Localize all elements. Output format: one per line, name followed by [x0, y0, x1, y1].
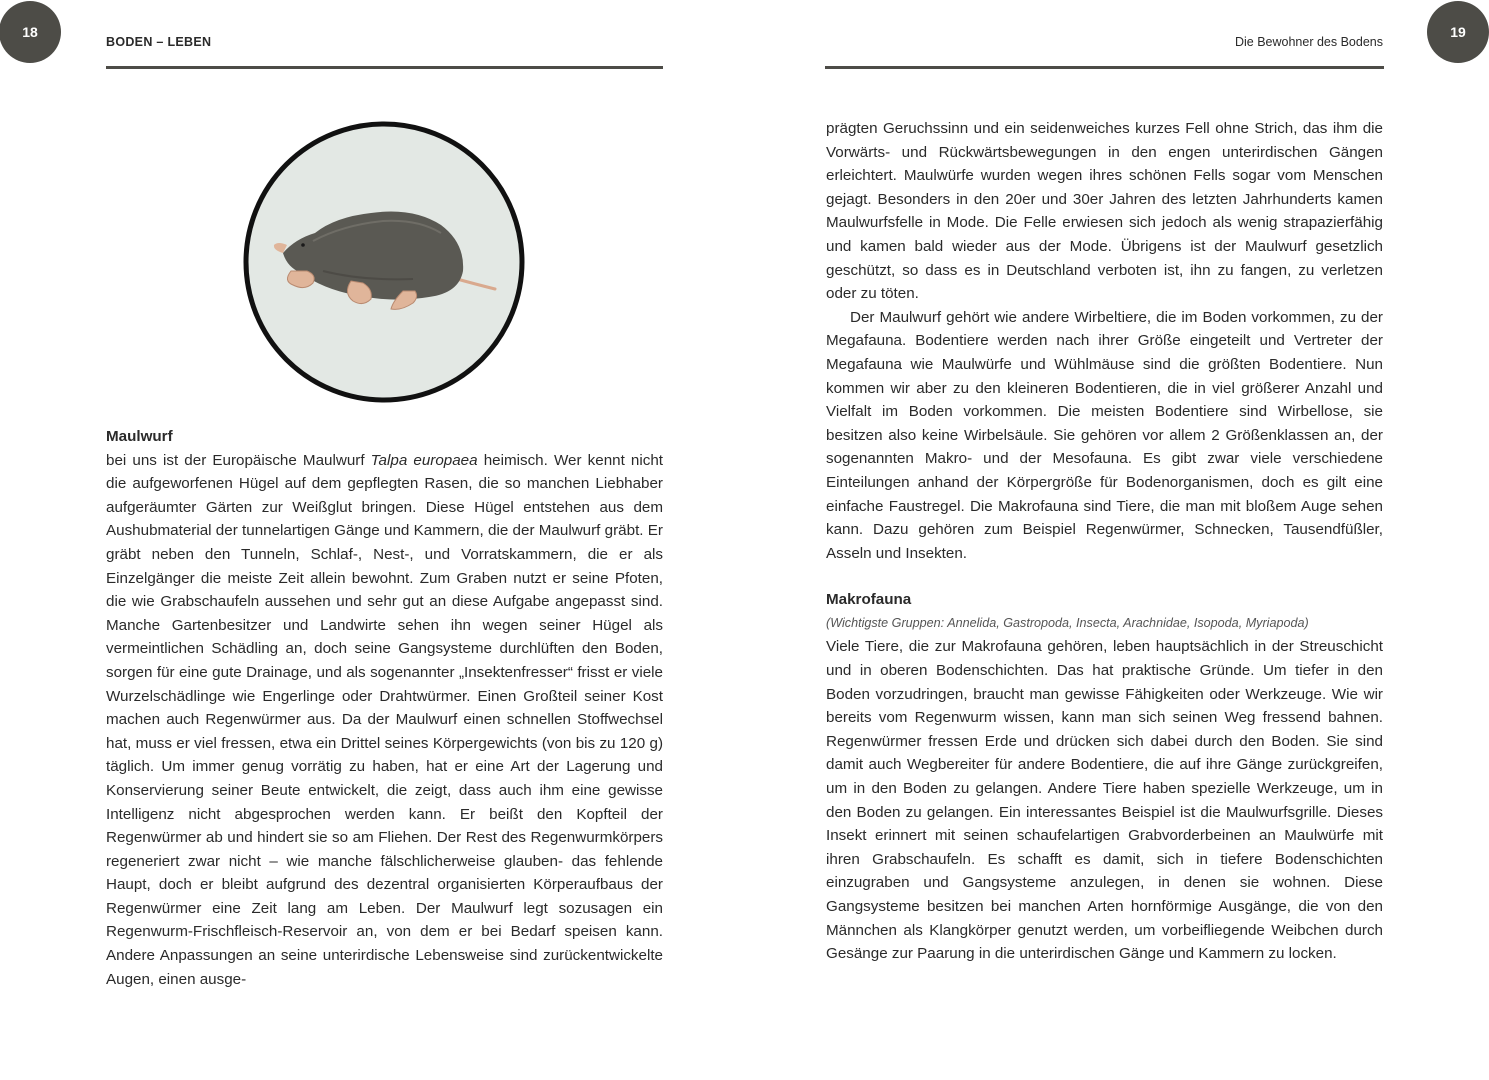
- heading-makrofauna: Makrofauna: [826, 591, 912, 609]
- header-rule-right: [825, 66, 1384, 69]
- page-number-left-text: 18: [22, 24, 38, 40]
- right-paragraph-3: Viele Tiere, die zur Makrofauna gehören, leben hauptsächlich in der Streuschicht und in oberen Bodenschichten. Das hat praktische Gründe. Um tiefer in den Boden vorzudringen, braucht man gewisse Fähigkeiten oder Werkzeuge. Wie wir bereits vom Regenwurm wissen, kann man sich seinen Weg fressend bahnen. Regenwürmer fressen Erde und drücken sich dabei durch den Boden. Sie sind damit auch Wegbereiter für andere Bodentiere, die auf ihre Gänge zurückgreifen, um in den Boden zu gelangen. Andere Tiere haben spezielle Werkzeuge, um in den Boden zu gelangen. Ein interessantes Beispiel ist die Maulwurfsgrille. Dieses Insekt erinnert mit seinen schaufelartigen Grabvorderbeinen an Maulwürfe mit ihren Grabschaufeln. Es schafft es damit, sich in tiefere Bodenschichten einzugraben und Gangsysteme anzulegen, in denen sie wohnen. Diese Gangsysteme besitzen bei manchen Arten hornförmige Ausgänge, die von den Männchen als Klangkörper genutzt werden, um vorbeifliegende Weibchen durch Gesänge zur Paarung in die unterirdischen Gänge und Kammern zu locken.: [826, 638, 1383, 963]
- right-paragraph-1: prägten Geruchssinn und ein seidenweiches kurzes Fell ohne Strich, das ihm die Vorwärts- und Rückwärtsbewegungen in den engen unterirdischen Gängen erleichtert. Maulwürfe wurden wegen ihres schönen Fells sogar vom Menschen gejagt. Besonders in den 20er und 30er Jahren des letzten Jahrhunderts kamen Maulwurfsfelle in Mode. Die Felle erwiesen sich jedoch als wenig strapazierfähig und kamen bald wieder aus der Mode. Übrigens ist der Maulwurf gesetzlich geschützt, so dass es in Deutschland verboten ist, ihn zu fangen, zu verletzen oder zu töten.: [826, 120, 1383, 303]
- running-head-right: Die Bewohner des Bodens: [1234, 35, 1383, 49]
- species-name: Talpa europaea: [370, 451, 478, 469]
- header-rule-left: [106, 66, 663, 69]
- mole-illustration: [243, 121, 525, 403]
- maulwurf-paragraph: [106, 449, 663, 992]
- left-column: [106, 425, 663, 991]
- right-column: [826, 117, 1383, 966]
- page-number-right: [1427, 1, 1489, 63]
- page-number-left: [0, 1, 61, 63]
- right-paragraph-2: Der Maulwurf gehört wie andere Wirbeltiere, die im Boden vorkommen, zu der Megafauna. Bodentiere werden nach ihrer Größe eingeteilt und Vertreter der Megafauna wie Maulwürfe und Wühlmäuse sind die größten Bodentiere. Nun kommen wir aber zu den kleineren Bodentieren, die in viel größerer Anzahl und Vielfalt im Boden vorkommen. Die meisten Bodentiere sind Wirbellose, sie besitzen also keine Wirbelsäule. Sie gehören vor allem 2 Größenklassen an, der sogenannten Makro- und der Mesofauna. Es gibt zwar viele verschiedene Einteilungen anhand der Körpergröße für Bodenorganismen, doch es gilt eine einfache Faustregel. Die Makrofauna sind Tiere, die man mit bloßem Auge sehen kann. Dazu gehören zum Beispiel Regenwürmer, Schnecken, Tausendfüßler, Asseln und Insekten.: [826, 308, 1383, 562]
- makrofauna-groups-note: (Wichtigste Gruppen: Annelida, Gastropoda, Insecta, Arachnidae, Isopoda, Myriapoda): [826, 615, 1309, 630]
- running-head-left: BODEN – LEBEN: [106, 35, 212, 49]
- heading-maulwurf: Maulwurf: [106, 428, 173, 445]
- maulwurf-text-rest: heimisch. Wer kennt nicht die aufgeworfenen Hügel auf dem gepflegten Rasen, die so manchen Liebhaber aufgeräumter Gärten zur Weißglut bringen. Diese Hügel entstehen aus dem Aushubmaterial der tunnelartigen Gänge und Kammern, die der Maulwurf gräbt. Er gräbt neben den Tunneln, Schlaf-, Nest-, und Vorratskammern, die er als Einzelgänger die meiste Zeit allein bewohnt. Zum Graben nutzt er seine Pfoten, die wie Grabschaufeln aussehen und sehr gut an diese Aufgabe angepasst sind. Manche Gartenbesitzer und Landwirte sehen ihn wegen seiner Hügel als vermeintlichen Schädling an, doch seine Gangsysteme durchlüften den Boden, sorgen für eine gute Drainage, und als sogenannter „Insektenfresser“ frisst er viele Wurzelschädlinge wie Engerlinge oder Drahtwürmer. Einen Großteil seiner Kost machen auch Regenwürmer aus. Da der Maulwurf einen schnellen Stoffwechsel hat, muss er viel fressen, etwa ein Drittel seines Körpergewichts (von bis zu 120 g) täglich. Um immer genug vorrätig zu haben, hat er eine Art der Lagerung und Konservierung seiner Beute entwickelt, die zeigt, dass auch ihm eine gewisse Intelligenz nicht abgesprochen werden kann. Er beißt den Kopfteil der Regenwürmer ab und hindert sie so am Fliehen. Der Rest des Regenwurmkörpers regeneriert zwar nicht – wie manche fälschlicherweise glauben- das fehlende Haupt, doch er bleibt aufgrund des dezentral organisierten Körperaufbaus der Regenwürmer eine Zeit lang am Leben. Der Maulwurf legt sozusagen ein Regenwurm-Frischfleisch-Reservoir an, von dem er bei Bedarf speisen kann. Andere Anpassungen an seine unterirdische Lebensweise sind zurückentwickelte Augen, einen ausge-: [106, 451, 664, 988]
- page-number-right-text: 19: [1450, 24, 1466, 40]
- maulwurf-text-start: bei uns ist der Europäische Maulwurf: [106, 451, 371, 469]
